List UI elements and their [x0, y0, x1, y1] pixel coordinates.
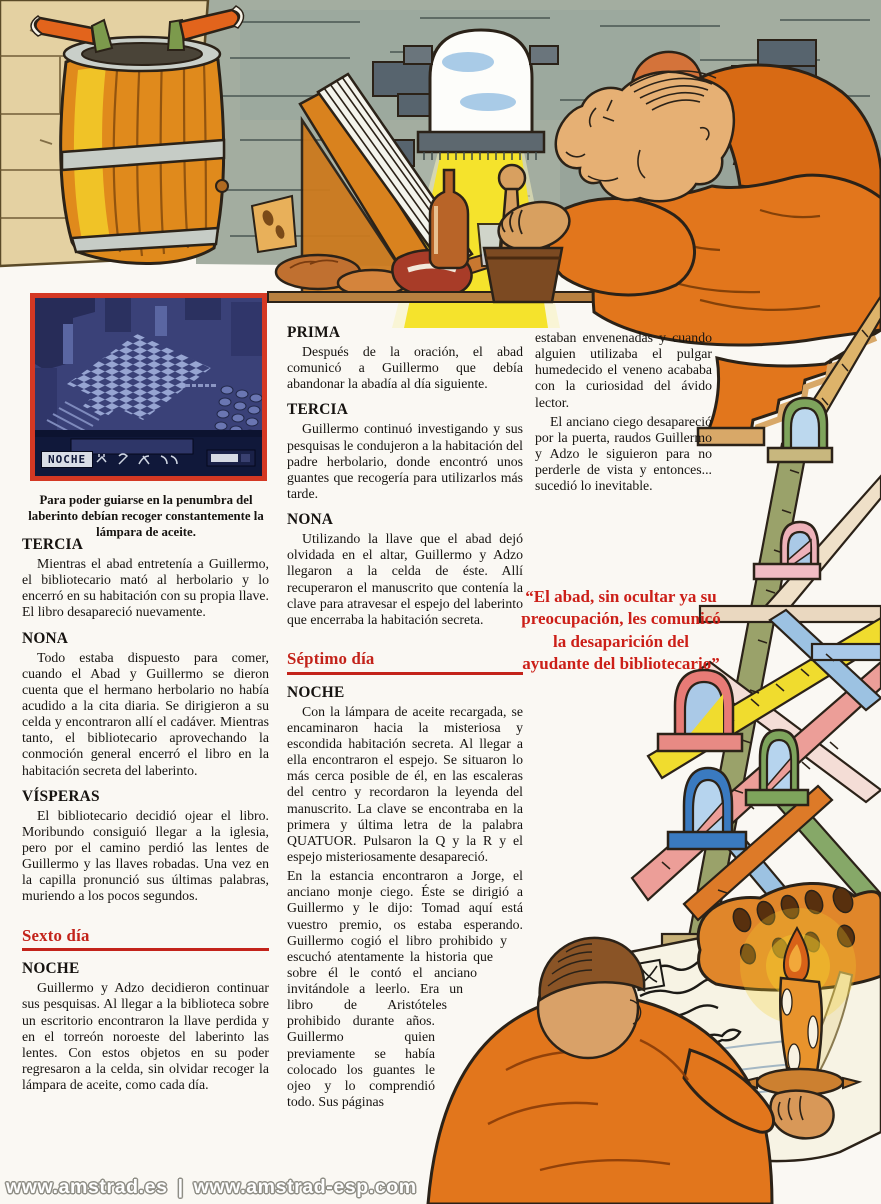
paragraph: El bibliotecario decidió ojear el libro. Moribundo consiguió llegar a la iglesia, pero por el camino perdió las lentes de Guillermo y las llaves robadas. Una vez en la capilla pronunció sus últimas palabras, muriendo a los pocos segundos.: [22, 807, 269, 904]
screenshot-caption: Para poder guiarse en la penumbra del laberinto debían recoger constantemente la lámpara de aceite.: [28, 493, 264, 540]
hud-time-label: NOCHE: [41, 451, 93, 468]
section-heading: NONA: [22, 629, 69, 647]
arch-red: [658, 670, 742, 751]
section-heading: PRIMA: [287, 324, 341, 341]
section-heading: TERCIA: [22, 536, 84, 553]
footer-url-amstrad: www.amstrad.es: [6, 1176, 168, 1198]
pixel-word-marks: [185, 384, 216, 387]
section-heading: VÍSPERAS: [22, 787, 100, 805]
mortar: [484, 248, 562, 302]
paragraph: El anciano ciego desapareció por la puerta, raudos Guillermo y Adzo le siguieron para no perderle de vista y entonces... sucedió lo inevitable.: [535, 413, 712, 494]
footer-separator: |: [177, 1176, 184, 1198]
game-scene: [35, 298, 262, 476]
paragraph: estaban envenenadas y cuando alguien utilizaba el pulgar humedecido el veneno acababa con la curiosidad del ávido lector.: [535, 330, 712, 410]
column-left: [22, 536, 269, 1096]
game-screenshot: [30, 293, 267, 481]
paragraph: Guillermo continuó investigando y sus pesquisas le condujeron a la habitación del padre herbolario, donde encontró unos guantes que recogería para utilizarlos más tarde.: [287, 421, 524, 502]
day-heading-septimo-dia: Séptimo día: [287, 649, 523, 675]
paragraph-wrapped: [287, 868, 523, 1110]
footer-url-amstrad-esp: www.amstrad-esp.com: [193, 1176, 417, 1198]
section-heading: NOCHE: [22, 960, 80, 978]
section-heading: NONA: [287, 511, 334, 529]
day-heading-sexto-dia: Sexto día: [22, 926, 269, 952]
paragraph: Mientras el abad entretenía a Guillermo, el bibliotecario mató al herbolario y lo encerró en su habitación con su propia llave. El libro desapareció nuevamente.: [22, 556, 269, 620]
paragraph: Todo estaba dispuesto para comer, cuando el Abad y Guillermo se dieron cuenta que el hermano herbolario no había acudido a la cita diaria. Se dirigieron a su celda y encontraron allí el cadáver. Mientras tanto, el bibliotecario aprovechando la conmoción general encerró el libro en la habitación secreta del laberinto.: [22, 649, 269, 778]
paragraph: Con la lámpara de aceite recargada, se encaminaron hacia la misteriosa y escondida habitación secreta. Al llegar a ella encontraron el espejo. Se situaron lo más cerca posible de él, en las escaleras del centro y recordaron la leyenda del manuscrito. La clave se encontraba en la primera y última letra de la palabra QUATUOR. Pulsaron la Q y la R y el espejo misteriosamente desapareció.: [287, 703, 523, 864]
footer-websites: [6, 1176, 417, 1199]
column-middle: [287, 324, 523, 1113]
section-heading: NOCHE: [287, 683, 345, 701]
paragraph: Después de la oración, el abad comunicó a Guillermo que debía abandonar la abadía al día siguiente.: [287, 344, 523, 392]
column-right: [535, 330, 712, 497]
pull-quote: “El abad, sin ocultar ya su preocupación, les comunicó la desaparición del ayudante del bibliotecario”: [521, 587, 721, 674]
section-heading: TERCIA: [287, 401, 349, 419]
paragraph-text: En la estancia encontraron a Jorge, el anciano monje ciego. Éste se dirigió a Guillermo y le dijo: Tomad aquí está vuestro premio, os estaba esperando. Guillermo cogió el libro prohibido y escuchó atentamente la historia que sobre él le contó el anciano invitándole a leerlo. Era un libro de Aristóteles prohibido durante años. Guillermo quien previamente se había colocado los guantes le ojeo y lo comprendió todo. Sus páginas: [287, 868, 523, 1110]
paragraph: Utilizando la llave que el abad dejó olvidada en el altar, Guillermo y Adzo llegaron a la celda de éste. Allí recuperaron el manuscrito que contenía la clave para atravesar el espejo del laberinto que encerraba la habitación secreta.: [287, 531, 523, 627]
paragraph: Guillermo y Adzo decidieron continuar sus pesquisas. Al llegar a la biblioteca sobre un escritorio encontraron la llave perdida y en el torreón noroeste del laberinto las lentes. Con estos objetos en su poder regresaron a la celda, sin olvidar recoger la lámpara de aceite, como cada día.: [22, 980, 269, 1093]
